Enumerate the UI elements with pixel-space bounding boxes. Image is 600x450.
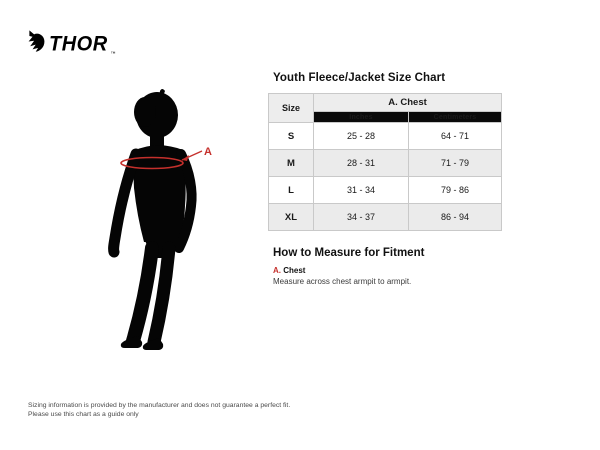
size-label: S	[269, 123, 314, 150]
fitment-section-title: How to Measure for Fitment	[273, 247, 425, 259]
trademark-symbol: ™	[110, 51, 116, 57]
inches-value: 34 - 37	[314, 204, 409, 231]
centimeters-value: 79 - 86	[409, 177, 502, 204]
inches-value: 28 - 31	[314, 150, 409, 177]
thor-logo	[27, 29, 116, 59]
table-header-row	[269, 94, 502, 112]
silhouette-shape	[114, 89, 192, 350]
fitment-item-chest	[273, 266, 305, 275]
youth-silhouette-figure	[100, 88, 220, 360]
column-header-centimeters: Centimeters	[409, 112, 502, 123]
size-label: XL	[269, 204, 314, 231]
column-header-inches: Inches	[314, 112, 409, 123]
table-row-l	[269, 177, 502, 204]
fitment-item-name: Chest	[283, 266, 306, 275]
column-header-chest: A. Chest	[314, 94, 502, 112]
disclaimer-text	[28, 401, 290, 419]
size-chart-table	[268, 93, 502, 231]
table-row-m	[269, 150, 502, 177]
inches-value: 31 - 34	[314, 177, 409, 204]
table-row-s	[269, 123, 502, 150]
table-row-xl	[269, 204, 502, 231]
measure-point-label: A	[204, 146, 212, 158]
fitment-instruction: Measure across chest armpit to armpit.	[273, 277, 412, 286]
disclaimer-line-2: Please use this chart as a guide only	[28, 411, 139, 418]
centimeters-value: 71 - 79	[409, 150, 502, 177]
brand-wordmark: THOR	[49, 32, 108, 56]
thor-helmet-icon	[27, 29, 46, 59]
inches-value: 25 - 28	[314, 123, 409, 150]
size-label: L	[269, 177, 314, 204]
size-label: M	[269, 150, 314, 177]
disclaimer-line-1: Sizing information is provided by the manufacturer and does not guarantee a perfect fit.	[28, 402, 291, 409]
fitment-item-key: A.	[273, 266, 281, 275]
centimeters-value: 64 - 71	[409, 123, 502, 150]
youth-silhouette-illustration	[100, 88, 220, 360]
size-chart-title: Youth Fleece/Jacket Size Chart	[273, 72, 446, 84]
column-header-size: Size	[269, 94, 314, 123]
centimeters-value: 86 - 94	[409, 204, 502, 231]
